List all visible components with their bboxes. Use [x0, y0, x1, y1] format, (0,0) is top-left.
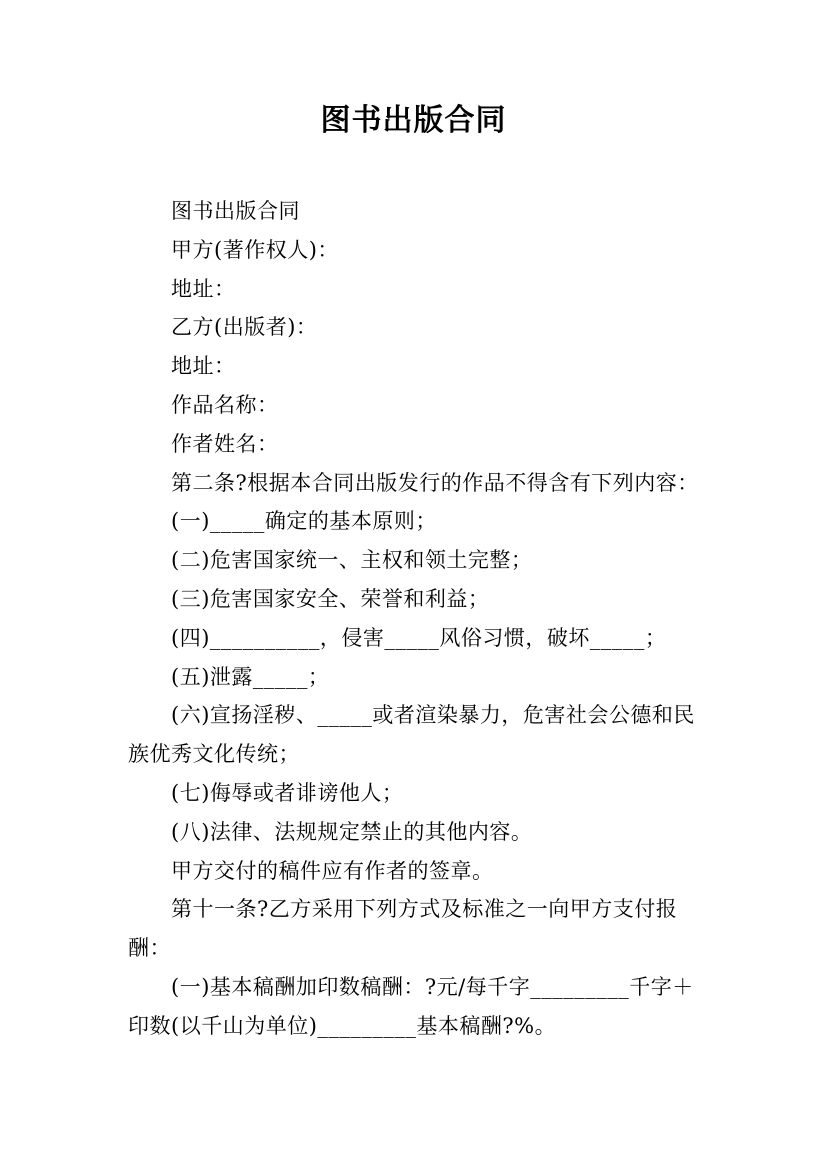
paragraph-item-8: (八)法律、法规规定禁止的其他内容。: [171, 819, 533, 844]
paragraph-signature-note: 甲方交付的稿件应有作者的签章。: [171, 858, 494, 883]
document-title: 图书出版合同: [320, 103, 507, 138]
paragraph-party-a: 甲方(著作权人)：: [171, 237, 339, 262]
paragraph-article-2: 第二条?根据本合同出版发行的作品不得含有下列内容：: [171, 470, 699, 495]
paragraph-work-title: 作品名称：: [171, 392, 279, 417]
paragraph-party-a-address: 地址：: [171, 276, 236, 301]
paragraph-payment-option-1: (一)基本稿酬加印数稿酬：?元/每千字_________千字＋印数(以千山为单位)_________基本稿酬?%。: [128, 974, 694, 1038]
paragraph-article-11: 第十一条?乙方采用下列方式及标准之一向甲方支付报酬：: [128, 897, 678, 961]
paragraph-item-4: (四)__________，侵害_____风俗习惯，破坏_____；: [171, 625, 667, 650]
document-body: [128, 192, 708, 1046]
paragraph-item-5: (五)泄露_____；: [171, 664, 330, 689]
paragraph-item-6: (六)宣扬淫秽、_____或者渲染暴力，危害社会公德和民族优秀文化传统；: [128, 703, 695, 767]
paragraph-party-b-address: 地址：: [171, 354, 236, 379]
paragraph-author-name: 作者姓名：: [171, 431, 279, 456]
paragraph-item-7: (七)侮辱或者诽谤他人；: [171, 780, 404, 805]
paragraph-party-b: 乙方(出版者)：: [171, 315, 318, 340]
paragraph-item-1: (一)_____确定的基本原则；: [171, 509, 437, 534]
paragraph-item-3: (三)危害国家安全、荣誉和利益；: [171, 586, 490, 611]
paragraph-heading: 图书出版合同: [171, 199, 300, 223]
paragraph-item-2: (二)危害国家统一、主权和领土完整；: [171, 548, 533, 573]
